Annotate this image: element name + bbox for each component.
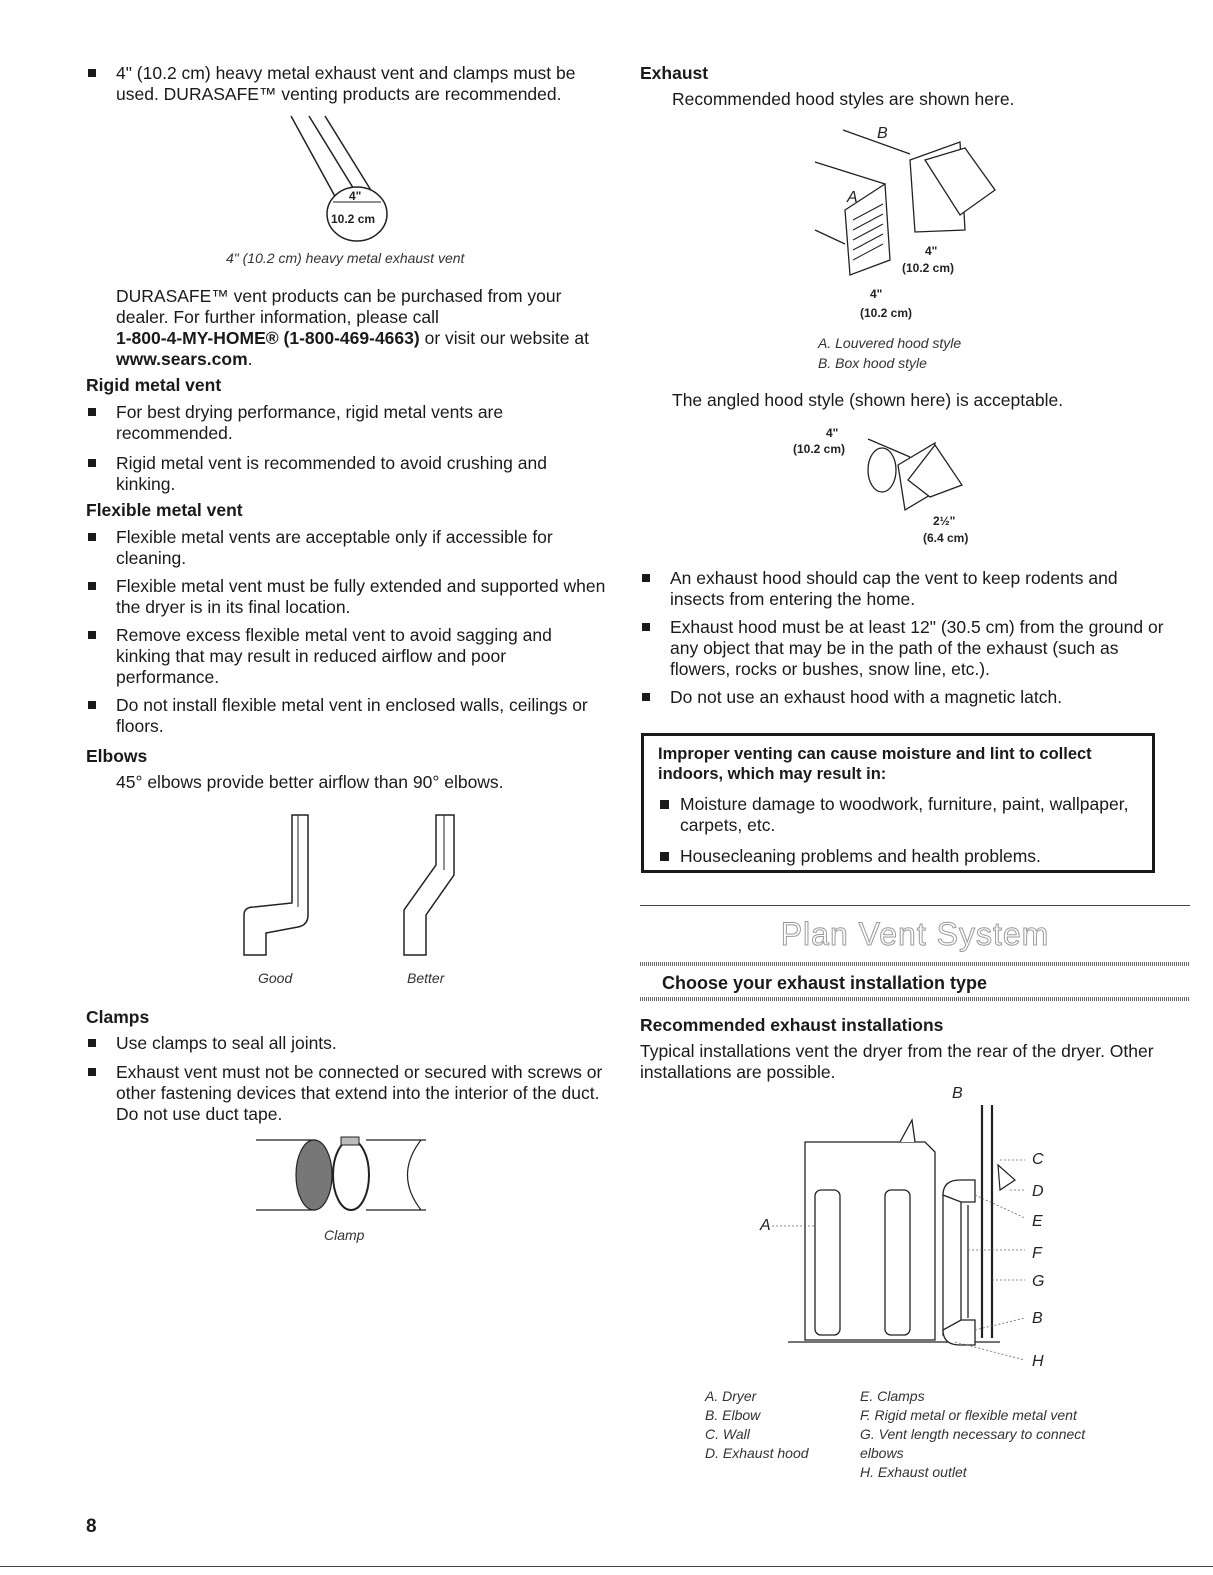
list-item: Rigid metal vent is recommended to avoid crushing and kinking. — [86, 453, 606, 495]
hood-bullets — [640, 568, 1165, 708]
bullet-marker — [88, 69, 96, 77]
bottom-rule — [0, 1566, 1213, 1567]
warning-box — [641, 733, 1155, 873]
elbow-caption-better: Better — [407, 970, 445, 986]
hood-dim-in-1: 4" — [925, 244, 938, 258]
install-legend-right: E. Clamps F. Rigid metal or flexible metal vent G. Vent length necessary to connect elbows H. Exhaust outlet — [860, 1388, 1086, 1480]
dotted-rule-top — [640, 962, 1190, 966]
warning-title: Improper venting can cause moisture and lint to collect indoors, which may result in: — [658, 745, 1092, 783]
install-letter-b-bottom: B — [1032, 1310, 1043, 1327]
website-link[interactable]: www.sears.com — [116, 349, 248, 369]
page-number: 8 — [86, 1516, 97, 1537]
vent-caption: 4" (10.2 cm) heavy metal exhaust vent — [226, 250, 465, 266]
dotted-rule-bottom — [640, 997, 1190, 1001]
install-letter-c: C — [1032, 1151, 1044, 1168]
clamp-caption: Clamp — [324, 1227, 365, 1243]
intro-bullet — [86, 63, 606, 105]
clamps-bullets — [86, 1033, 606, 1125]
recommended-heading: Recommended exhaust installations — [640, 1015, 944, 1035]
clamps-heading: Clamps — [86, 1007, 150, 1027]
subsection-title: Choose your exhaust installation type — [662, 973, 988, 993]
section-rule — [640, 905, 1190, 906]
angled-dim2-in: 2½" — [933, 514, 956, 528]
hood-dim-in-2: 4" — [870, 287, 883, 301]
phone-number: 1-800-4-MY-HOME® (1-800-469-4663) — [116, 328, 420, 348]
recommended-text: Typical installations vent the dryer from the rear of the dryer. Other installations are possible. — [640, 1041, 1154, 1082]
list-item: For best drying performance, rigid metal vents are recommended. — [86, 402, 606, 444]
install-letter-h: H — [1032, 1353, 1044, 1370]
flex-vent-heading: Flexible metal vent — [86, 500, 243, 520]
rigid-vent-heading: Rigid metal vent — [86, 375, 222, 395]
installation-illustration — [760, 1085, 1060, 1380]
angled-dim-cm: (10.2 cm) — [793, 442, 846, 456]
list-item: Flexible metal vent must be fully extended and supported when the dryer is in its final location. — [86, 576, 606, 618]
hood-caption-a: A. Louvered hood style — [818, 335, 962, 351]
list-item: Do not use an exhaust hood with a magnetic latch. — [640, 687, 1165, 708]
list-item: Exhaust vent must not be connected or secured with screws or other fastening devices that extend into the interior of the duct. Do not use duct tape. — [86, 1062, 606, 1125]
angled-dim2-cm: (6.4 cm) — [923, 531, 969, 545]
angled-hood-illustration — [790, 425, 990, 550]
hood-letter-b: B — [877, 125, 888, 142]
vent-label-in: 4" — [349, 189, 362, 203]
install-legend-left: A. Dryer B. Elbow C. Wall D. Exhaust hood — [705, 1388, 809, 1461]
list-item: An exhaust hood should cap the vent to keep rodents and insects from entering the home. — [640, 568, 1165, 610]
vent-label-cm: 10.2 cm — [331, 212, 376, 226]
intro-bullet-text: 4" (10.2 cm) heavy metal exhaust vent and clamps must be used. DURASAFE™ venting products are recommended. — [116, 63, 576, 104]
elbows-text: 45° elbows provide better airflow than 90° elbows. — [116, 772, 504, 792]
hood-dim-cm-2: (10.2 cm) — [860, 306, 913, 320]
angled-dim-in: 4" — [826, 426, 839, 440]
hood-dim-cm-1: (10.2 cm) — [902, 261, 955, 275]
install-letter-f: F — [1032, 1245, 1042, 1262]
list-item: Use clamps to seal all joints. — [86, 1033, 606, 1054]
elbows-illustration — [236, 815, 456, 965]
exhaust-text: Recommended hood styles are shown here. — [672, 89, 1015, 109]
section-title: Plan Vent System — [780, 916, 1050, 952]
warning-item: Housecleaning problems and health problems. — [658, 846, 1138, 867]
exhaust-heading: Exhaust — [640, 63, 709, 83]
install-letter-e: E — [1032, 1213, 1043, 1230]
hood-caption-b: B. Box hood style — [818, 355, 927, 371]
install-letter-d: D — [1032, 1183, 1044, 1200]
list-item: Do not install flexible metal vent in enclosed walls, ceilings or floors. — [86, 695, 606, 737]
hood-styles-illustration — [815, 120, 1015, 320]
list-item: Remove excess flexible metal vent to avoid sagging and kinking that may result in reduced airflow and poor performance. — [86, 625, 606, 688]
flex-bullets — [86, 527, 606, 737]
durasafe-paragraph: DURASAFE™ vent products can be purchased from your dealer. For further information, please call 1-800-4-MY-HOME® (1-800-469-4663) or visit our website at www.sears.com. — [116, 286, 589, 369]
install-letter-g: G — [1032, 1273, 1045, 1290]
elbow-caption-good: Good — [258, 970, 293, 986]
elbows-heading: Elbows — [86, 746, 148, 766]
install-letter-b-top: B — [952, 1085, 963, 1102]
warning-item: Moisture damage to woodwork, furniture, paint, wallpaper, carpets, etc. — [658, 794, 1138, 836]
install-letter-a: A — [760, 1217, 771, 1234]
clamp-illustration — [256, 1135, 446, 1215]
list-item: Flexible metal vents are acceptable only if accessible for cleaning. — [86, 527, 606, 569]
angled-text: The angled hood style (shown here) is acceptable. — [672, 390, 1064, 410]
rigid-bullets — [86, 402, 606, 495]
list-item: Exhaust hood must be at least 12" (30.5 cm) from the ground or any object that may be in the path of the exhaust (such as flowers, rocks or bushes, snow line, etc.). — [640, 617, 1165, 680]
heavy-metal-vent-illustration — [291, 116, 411, 246]
hood-letter-a: A — [847, 189, 858, 206]
